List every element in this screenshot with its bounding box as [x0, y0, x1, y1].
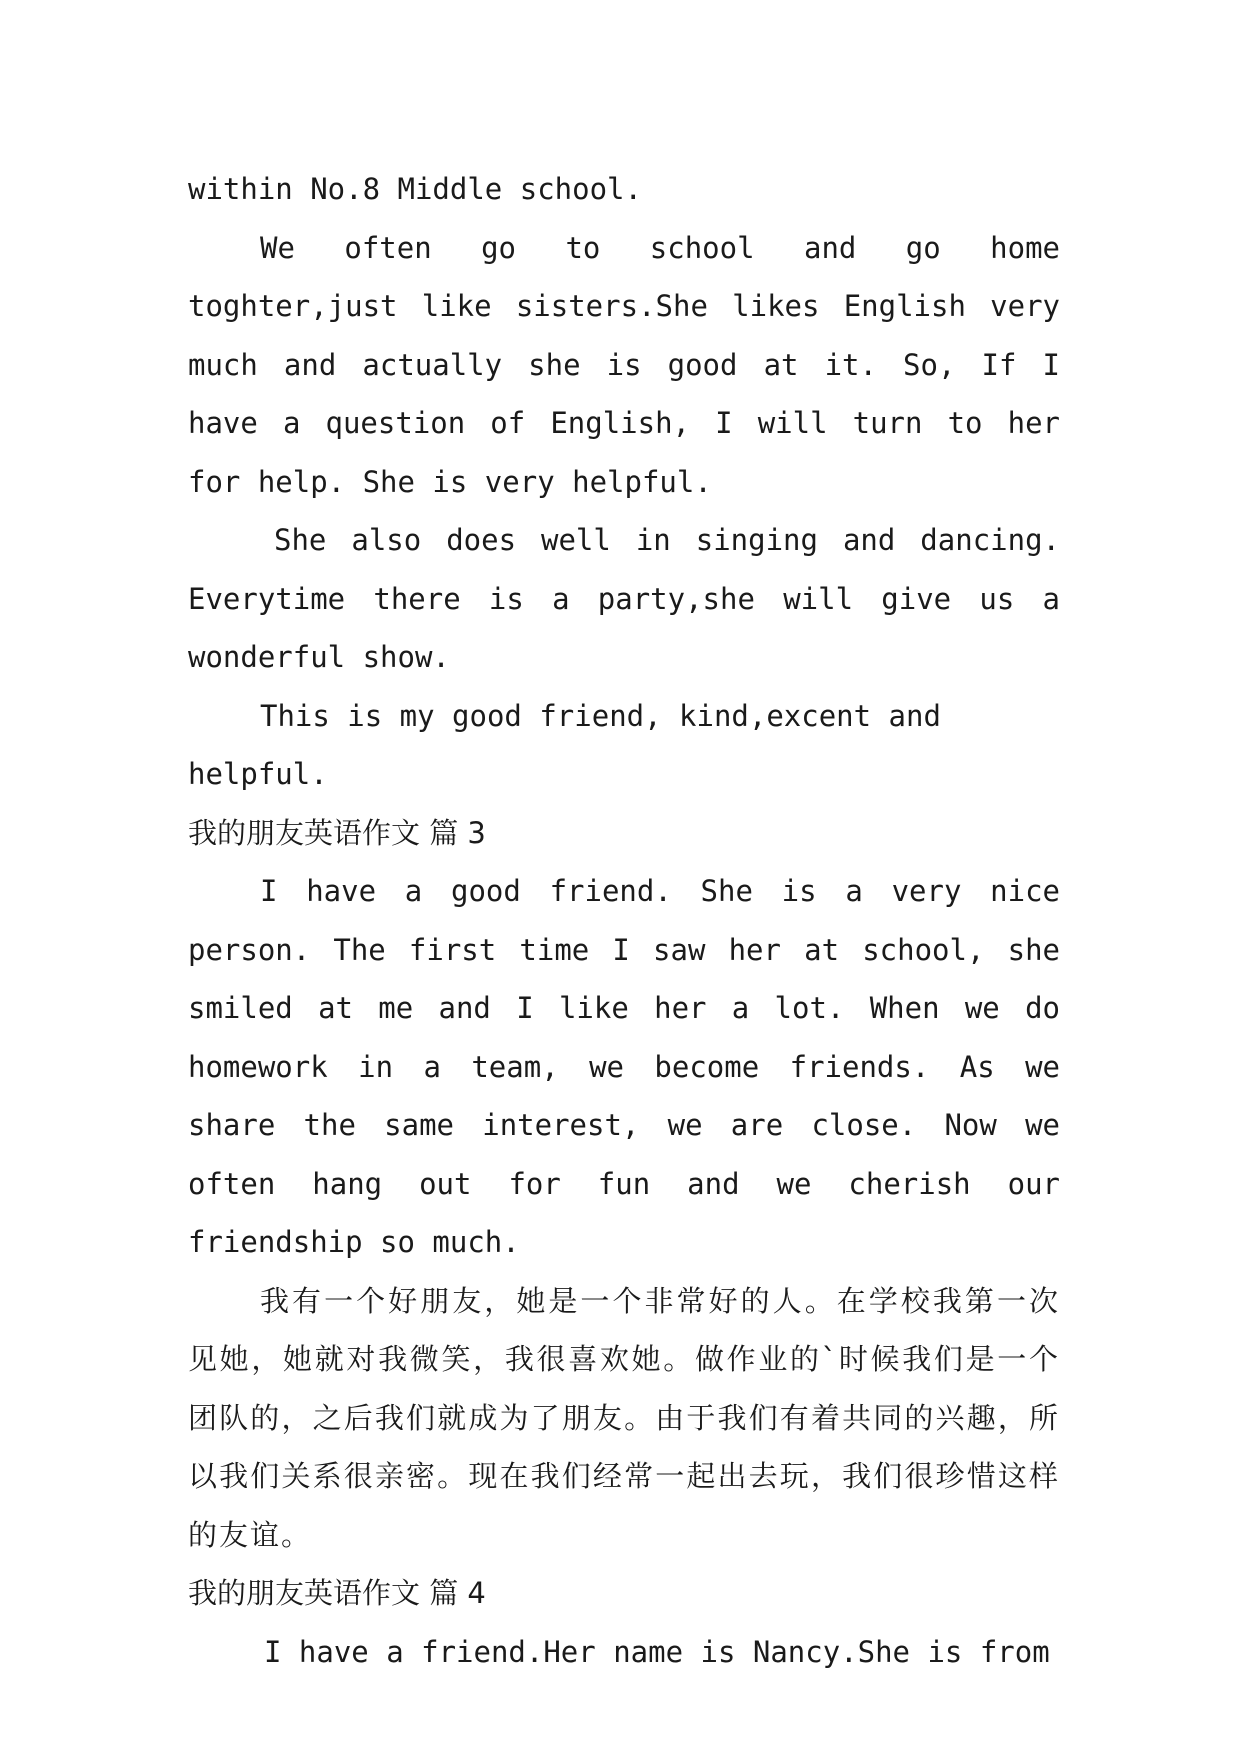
document-body [188, 160, 1060, 1681]
section-heading-3: 我的朋友英语作文 篇 3 [188, 815, 486, 850]
section-heading-4: 我的朋友英语作文 篇 4 [188, 1576, 486, 1610]
paragraph-good-friend: I have a good friend. She is a very nice person. The first time I saw her at school, she smiled at me and I like her a lot. When we do homework in a team, we become friends. As we share the same interest, we are close. Now we often hang out for fun and we cherish our friendship so much. [188, 874, 1060, 1259]
paragraph-continuation: within No.8 Middle school. [188, 172, 642, 206]
paragraph-together: We often go to school and go home toghter,just like sisters.She likes English very much and actually she is good at it. So, If I have a question of English, I will turn to her for help. She is very helpful. [188, 230, 1060, 499]
paragraph-nancy: I have a friend.Her name is Nancy.She is from [264, 1634, 1050, 1669]
paragraph-conclusion: This is my good friend, kind,excent and helpful. [188, 698, 941, 791]
paragraph-chinese-translation: 我有一个好朋友，她是一个非常好的人。在学校我第一次见她，她就对我微笑，我很喜欢她。做作业的`时候我们是一个团队的，之后我们就成为了朋友。由于我们有着共同的兴趣，所以我们关系很亲密。现在我们经常一起出去玩，我们很珍惜这样的友谊。 [188, 1283, 1060, 1552]
paragraph-singing: She also does well in singing and dancing. Everytime there is a party,she will give us a wonderful show. [188, 523, 1060, 674]
